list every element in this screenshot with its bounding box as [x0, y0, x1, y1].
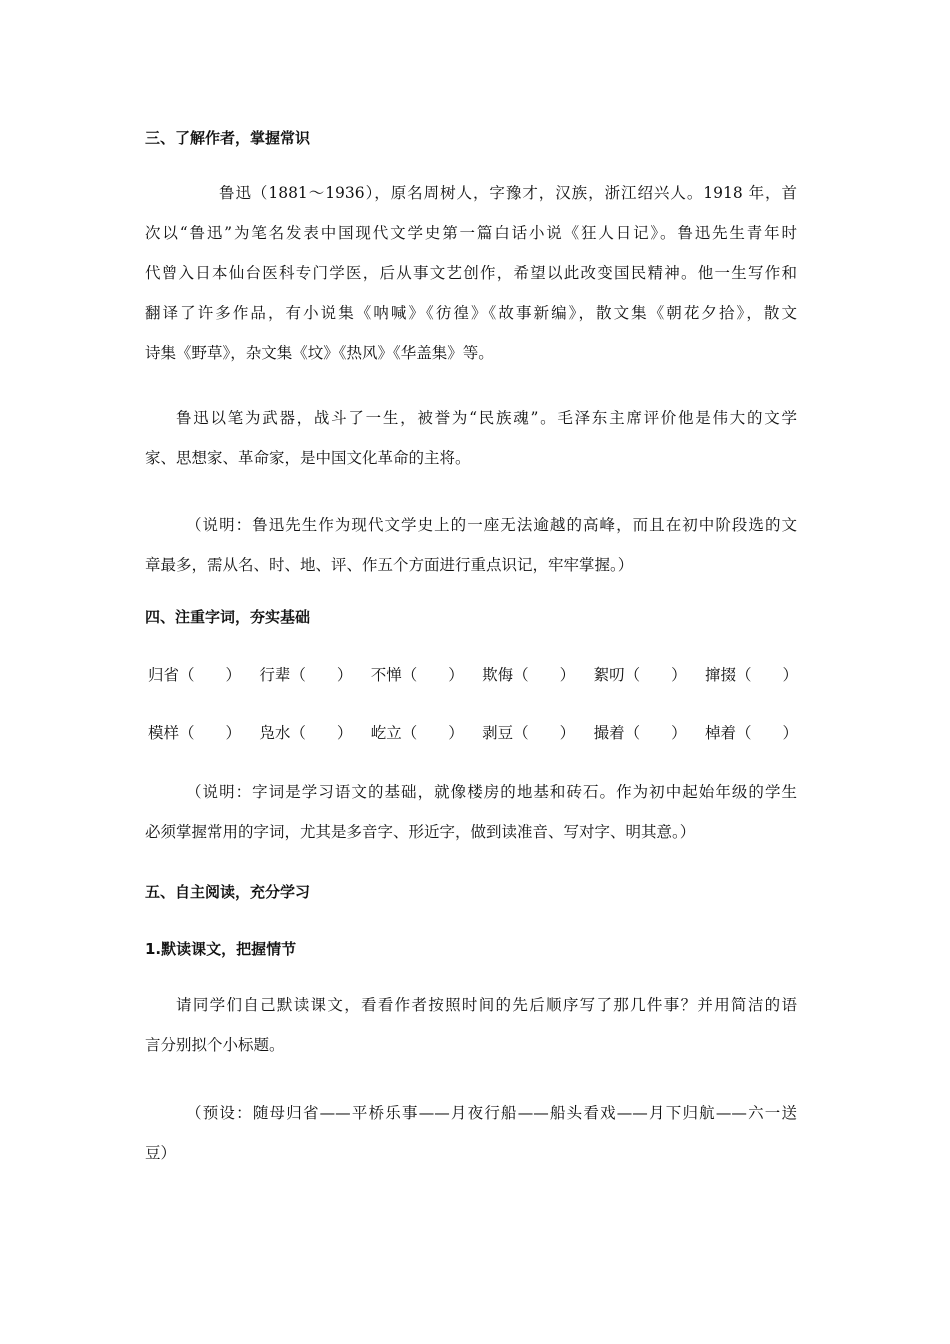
vocabulary-row-1 [148, 664, 798, 686]
vocabulary-row-2 [148, 722, 798, 744]
vocabulary-item: 剥豆（ ） [482, 724, 576, 742]
paragraph-line: 诗集《野草》，杂文集《坟》《热风》《华盖集》等。 [145, 344, 494, 362]
reading-task-paragraph [145, 985, 797, 1065]
note-line: 必须掌握常用的字词，尤其是多音字、形近字，做到读准音、写对字、明其意。） [145, 823, 696, 841]
paragraph-line: 请同学们自己默读课文，看看作者按照时间的先后顺序写了那几件事？并用简洁的语 [176, 996, 797, 1014]
author-intro-paragraph [145, 173, 797, 373]
paragraph-line: 代曾入日本仙台医科专门学医，后从事文艺创作，希望以此改变国民精神。他一生写作和 [145, 264, 797, 282]
note-line: （说明：字词是学习语文的基础，就像楼房的地基和砖石。作为初中起始年级的学生 [186, 783, 797, 801]
vocabulary-item: 归省（ ） [148, 666, 242, 684]
vocabulary-item: 棹着（ ） [704, 724, 798, 742]
vocabulary-item: 凫水（ ） [259, 724, 353, 742]
preset-line: （预设：随母归省——平桥乐事——月夜行船——船头看戏——月下归航——六一送 [186, 1104, 797, 1122]
section-3-heading: 三、了解作者，掌握常识 [145, 129, 311, 147]
section-4-heading: 四、注重字词，夯实基础 [145, 608, 311, 626]
section-5-heading: 五、自主阅读，充分学习 [145, 883, 311, 901]
preset-answer [145, 1093, 797, 1173]
paragraph-line: 鲁迅（1881～1936），原名周树人，字豫才，汉族，浙江绍兴人。1918 年，首 [219, 184, 797, 202]
paragraph-line: 翻译了许多作品，有小说集《呐喊》《彷徨》《故事新编》，散文集《朝花夕拾》，散文 [145, 304, 797, 322]
note-line: （说明：鲁迅先生作为现代文学史上的一座无法逾越的高峰，而且在初中阶段选的文 [186, 516, 797, 534]
paragraph-line: 家、思想家、革命家，是中国文化革命的主将。 [145, 449, 471, 467]
paragraph-line: 次以“鲁迅”为笔名发表中国现代文学史第一篇白话小说《狂人日记》。鲁迅先生青年时 [145, 224, 797, 242]
vocabulary-item: 絮叨（ ） [593, 666, 687, 684]
paragraph-line: 言分别拟个小标题。 [145, 1036, 285, 1054]
vocabulary-item: 撮着（ ） [593, 724, 687, 742]
vocabulary-item: 屹立（ ） [370, 724, 464, 742]
vocabulary-item: 撺掇（ ） [704, 666, 798, 684]
vocabulary-item: 欺侮（ ） [482, 666, 576, 684]
vocabulary-item: 模样（ ） [148, 724, 242, 742]
preset-line: 豆） [145, 1144, 177, 1162]
vocabulary-item: 行辈（ ） [259, 666, 353, 684]
subsection-1-heading: 1.默读课文，把握情节 [145, 940, 297, 958]
section-3-note [145, 505, 797, 585]
evaluation-paragraph [145, 398, 797, 478]
vocabulary-item: 不惮（ ） [370, 666, 464, 684]
section-4-note [145, 772, 797, 852]
paragraph-line: 鲁迅以笔为武器，战斗了一生，被誉为“民族魂”。毛泽东主席评价他是伟大的文学 [176, 409, 797, 427]
note-line: 章最多，需从名、时、地、评、作五个方面进行重点识记，牢牢掌握。） [145, 556, 634, 574]
